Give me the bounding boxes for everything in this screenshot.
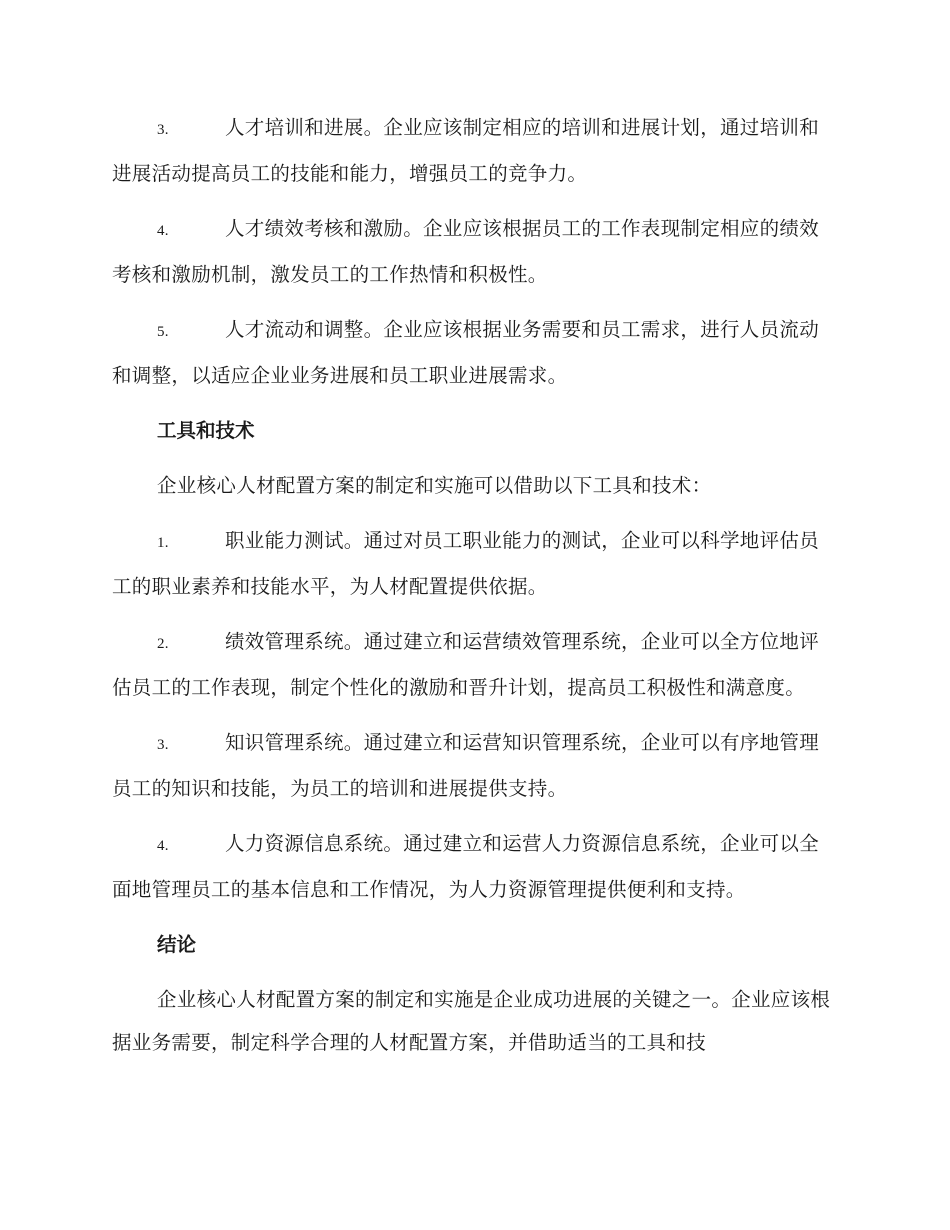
list-number: 3. [157, 737, 169, 753]
list-item-text: 绩效管理系统。通过建立和运营绩效管理系统，企业可以全方位地评估员工的工作表现，制定个性化的激励和晋升计划，提高员工积极性和满意度。 [112, 630, 820, 699]
list-item [112, 620, 834, 709]
section-heading-tools: 工具和技术 [157, 419, 255, 442]
list-item-text: 知识管理系统。通过建立和运营知识管理系统，企业可以有序地管理员工的知识和技能，为员工的培训和进展提供支持。 [112, 731, 820, 800]
list-item [112, 822, 834, 911]
list-item [112, 721, 834, 810]
list-item-text: 人才流动和调整。企业应该根据业务需要和员工需求，进行人员流动和调整，以适应企业业务进展和员工职业进展需求。 [112, 318, 820, 387]
document-page [112, 106, 834, 1076]
list-item-text: 人力资源信息系统。通过建立和运营人力资源信息系统，企业可以全面地管理员工的基本信息和工作情况，为人力资源管理提供便利和支持。 [112, 832, 820, 901]
list-item-text: 人才培训和进展。企业应该制定相应的培训和进展计划，通过培训和进展活动提高员工的技能和能力，增强员工的竞争力。 [112, 116, 820, 185]
tools-intro-paragraph: 企业核心人材配置方案的制定和实施可以借助以下工具和技术： [157, 474, 712, 497]
list-item [112, 106, 834, 195]
list-number: 4. [157, 223, 169, 239]
conclusion-paragraph: 企业核心人材配置方案的制定和实施是企业成功进展的关键之一。企业应该根据业务需要，制定科学合理的人材配置方案，并借助适当的工具和技 [112, 988, 831, 1054]
list-item-text: 职业能力测试。通过对员工职业能力的测试，企业可以科学地评估员工的职业素养和技能水平，为人材配置提供依据。 [112, 529, 820, 598]
list-item [112, 308, 834, 397]
list-item-text: 人才绩效考核和激励。企业应该根据员工的工作表现制定相应的绩效考核和激励机制，激发员工的工作热情和积极性。 [112, 217, 820, 286]
list-number: 4. [157, 838, 169, 854]
section-heading-conclusion: 结论 [157, 933, 197, 956]
list-item [112, 207, 834, 296]
list-number: 2. [157, 636, 169, 652]
list-number: 3. [157, 122, 169, 138]
list-number: 1. [157, 535, 169, 551]
list-item [112, 519, 834, 608]
list-number: 5. [157, 324, 169, 340]
